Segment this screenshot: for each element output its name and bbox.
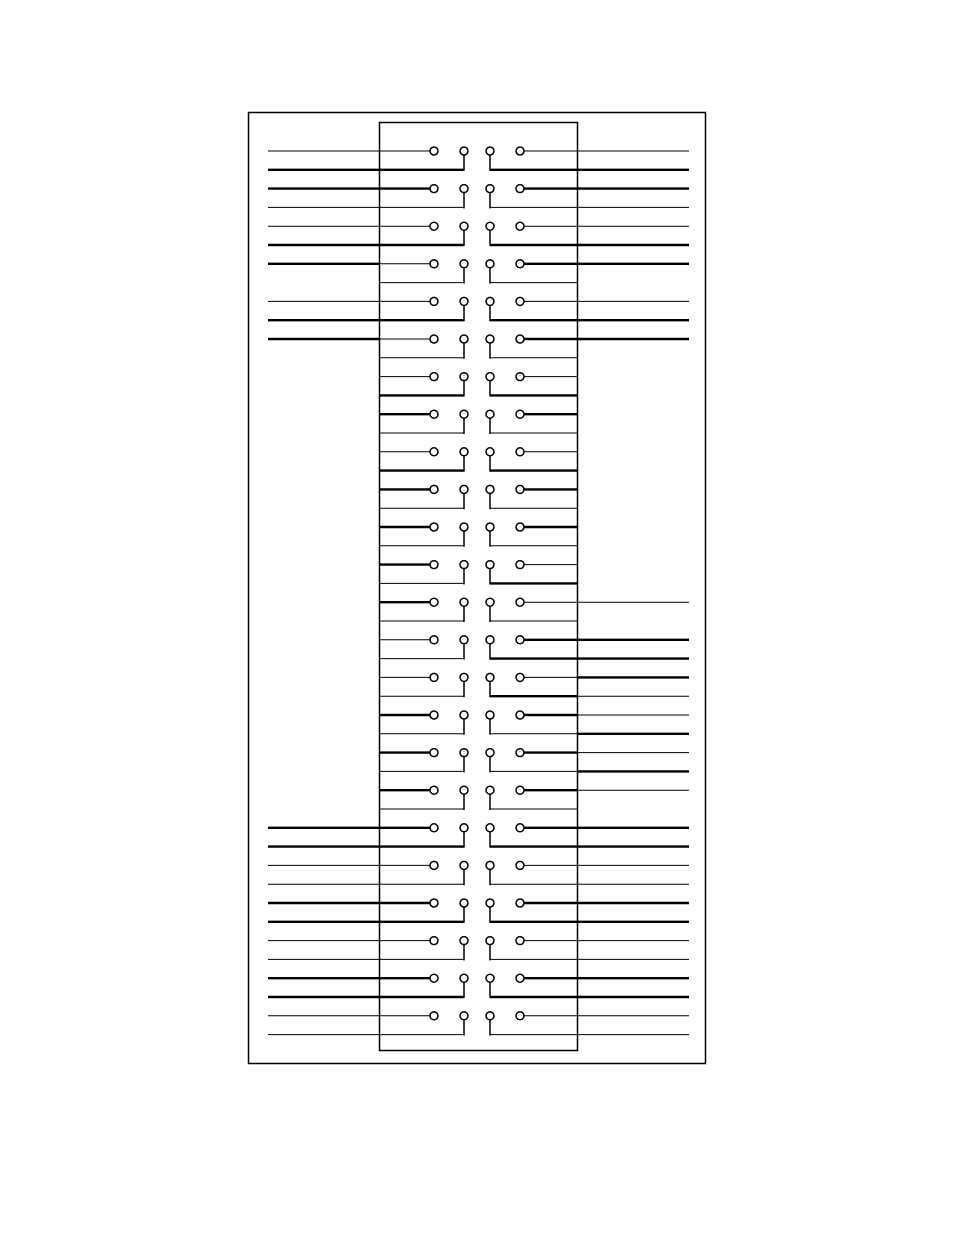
pin-1-row-19 (430, 824, 438, 832)
pin-3-row-13 (486, 598, 494, 606)
pin-1-row-18 (430, 786, 438, 794)
pin-1-row-6 (430, 335, 438, 343)
pin-4-row-1 (516, 147, 524, 155)
pin-1-row-11 (430, 523, 438, 531)
pin-2-row-14 (460, 636, 468, 644)
pin-2-row-22 (460, 937, 468, 945)
pin-4-row-21 (516, 899, 524, 907)
pin-3-row-8 (486, 410, 494, 418)
pin-2-row-17 (460, 749, 468, 757)
pin-4-row-13 (516, 598, 524, 606)
pin-4-row-20 (516, 861, 524, 869)
pin-2-row-1 (460, 147, 468, 155)
pin-2-row-2 (460, 185, 468, 193)
pin-3-row-23 (486, 974, 494, 982)
pin-1-row-21 (430, 899, 438, 907)
pin-3-row-14 (486, 636, 494, 644)
pin-2-row-18 (460, 786, 468, 794)
pin-4-row-22 (516, 937, 524, 945)
pin-4-row-15 (516, 673, 524, 681)
pin-1-row-9 (430, 448, 438, 456)
pin-3-row-4 (486, 260, 494, 268)
pin-3-row-20 (486, 861, 494, 869)
pin-1-row-3 (430, 222, 438, 230)
pin-3-row-10 (486, 485, 494, 493)
pin-4-row-10 (516, 485, 524, 493)
pin-4-row-23 (516, 974, 524, 982)
pin-3-row-6 (486, 335, 494, 343)
pin-4-row-18 (516, 786, 524, 794)
pin-4-row-5 (516, 297, 524, 305)
pin-3-row-16 (486, 711, 494, 719)
pin-1-row-13 (430, 598, 438, 606)
pin-3-row-24 (486, 1012, 494, 1020)
pin-2-row-16 (460, 711, 468, 719)
pin-4-row-19 (516, 824, 524, 832)
pin-3-row-2 (486, 185, 494, 193)
pin-2-row-4 (460, 260, 468, 268)
pin-2-row-9 (460, 448, 468, 456)
pin-4-row-4 (516, 260, 524, 268)
pin-2-row-12 (460, 561, 468, 569)
pin-3-row-9 (486, 448, 494, 456)
pin-1-row-14 (430, 636, 438, 644)
pin-2-row-20 (460, 861, 468, 869)
pin-1-row-23 (430, 974, 438, 982)
pin-1-row-22 (430, 937, 438, 945)
pin-3-row-21 (486, 899, 494, 907)
pin-1-row-8 (430, 410, 438, 418)
pin-3-row-19 (486, 824, 494, 832)
pin-3-row-3 (486, 222, 494, 230)
pin-4-row-24 (516, 1012, 524, 1020)
pin-2-row-24 (460, 1012, 468, 1020)
connector-block (380, 123, 578, 1051)
pin-2-row-8 (460, 410, 468, 418)
pin-1-row-12 (430, 561, 438, 569)
pin-4-row-17 (516, 749, 524, 757)
pin-3-row-17 (486, 749, 494, 757)
pin-2-row-5 (460, 297, 468, 305)
pin-3-row-12 (486, 561, 494, 569)
pin-4-row-9 (516, 448, 524, 456)
pin-2-row-7 (460, 373, 468, 381)
pin-1-row-4 (430, 260, 438, 268)
pin-3-row-1 (486, 147, 494, 155)
pin-2-row-3 (460, 222, 468, 230)
pin-3-row-18 (486, 786, 494, 794)
pin-3-row-11 (486, 523, 494, 531)
pin-4-row-8 (516, 410, 524, 418)
pin-2-row-15 (460, 673, 468, 681)
pin-4-row-14 (516, 636, 524, 644)
pin-1-row-24 (430, 1012, 438, 1020)
pin-2-row-21 (460, 899, 468, 907)
pin-3-row-15 (486, 673, 494, 681)
pin-4-row-16 (516, 711, 524, 719)
pin-4-row-2 (516, 185, 524, 193)
pin-2-row-13 (460, 598, 468, 606)
pin-3-row-22 (486, 937, 494, 945)
pin-3-row-5 (486, 297, 494, 305)
pin-4-row-3 (516, 222, 524, 230)
pin-2-row-11 (460, 523, 468, 531)
pin-1-row-10 (430, 485, 438, 493)
pin-2-row-10 (460, 485, 468, 493)
pin-1-row-16 (430, 711, 438, 719)
pin-1-row-17 (430, 749, 438, 757)
pin-2-row-19 (460, 824, 468, 832)
pin-1-row-2 (430, 185, 438, 193)
pin-1-row-5 (430, 297, 438, 305)
pin-4-row-6 (516, 335, 524, 343)
pin-2-row-6 (460, 335, 468, 343)
pin-3-row-7 (486, 373, 494, 381)
pin-2-row-23 (460, 974, 468, 982)
pin-1-row-1 (430, 147, 438, 155)
pin-1-row-15 (430, 673, 438, 681)
pin-1-row-7 (430, 373, 438, 381)
wire-group (268, 151, 689, 1036)
pin-4-row-7 (516, 373, 524, 381)
pin-1-row-20 (430, 861, 438, 869)
pin-4-row-11 (516, 523, 524, 531)
pin-4-row-12 (516, 561, 524, 569)
